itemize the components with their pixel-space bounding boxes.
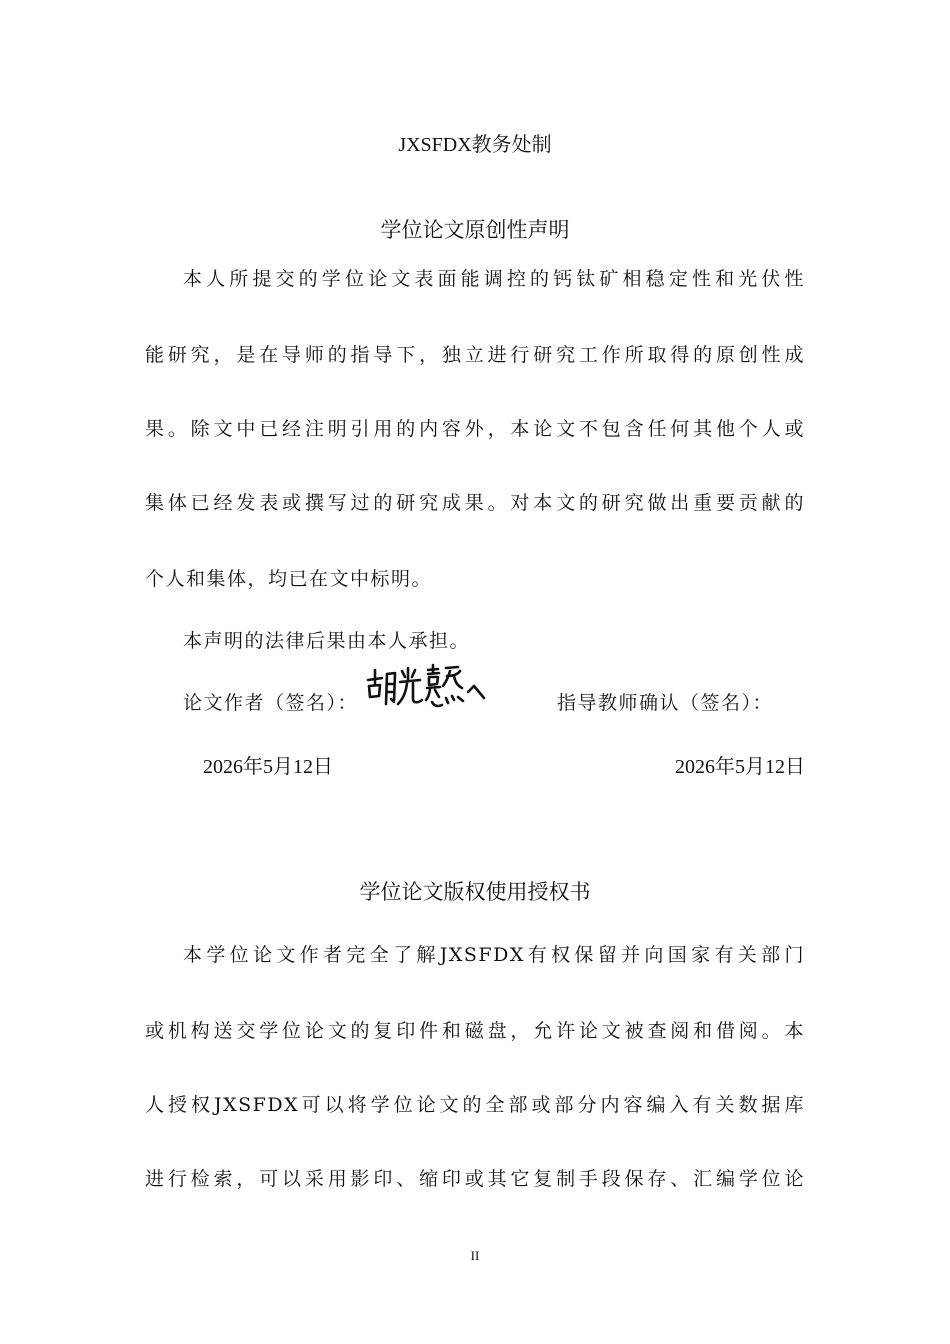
liability-statement: 本声明的法律后果由本人承担。 <box>183 630 471 652</box>
copyright-line-3: 人授权JXSFDX可以将学位论文的全部或部分内容编入有关数据库 <box>145 1094 805 1116</box>
advisor-signature-label: 指导教师确认（签名）： <box>557 692 774 714</box>
originality-line-1: 本人所提交的学位论文表面能调控的钙钛矿相稳定性和光伏性 <box>183 268 805 290</box>
copyright-line-4: 进行检索，可以采用影印、缩印或其它复制手段保存、汇编学位论 <box>145 1168 805 1190</box>
advisor-sign-date: 2026年5月12日 <box>675 756 805 778</box>
copyright-title: 学位论文版权使用授权书 <box>359 880 591 904</box>
author-handwritten-signature <box>362 662 488 710</box>
copyright-line-1: 本学位论文作者完全了解JXSFDX有权保留并向国家有关部门 <box>183 944 805 966</box>
originality-line-3: 果。除文中已经注明引用的内容外，本论文不包含任何其他个人或 <box>145 418 805 440</box>
originality-line-5: 个人和集体，均已在文中标明。 <box>145 568 433 590</box>
author-sign-date: 2026年5月12日 <box>203 756 333 778</box>
page-number: II <box>470 1248 480 1263</box>
document-header: JXSFDX教务处制 <box>398 134 552 156</box>
author-signature-label: 论文作者（签名）： <box>183 692 359 714</box>
originality-line-2: 能研究，是在导师的指导下，独立进行研究工作所取得的原创性成 <box>145 344 805 366</box>
originality-line-4: 集体已经发表或撰写过的研究成果。对本文的研究做出重要贡献的 <box>145 492 805 514</box>
copyright-line-2: 或机构送交学位论文的复印件和磁盘，允许论文被查阅和借阅。本 <box>145 1020 805 1042</box>
originality-title: 学位论文原创性声明 <box>380 218 570 242</box>
